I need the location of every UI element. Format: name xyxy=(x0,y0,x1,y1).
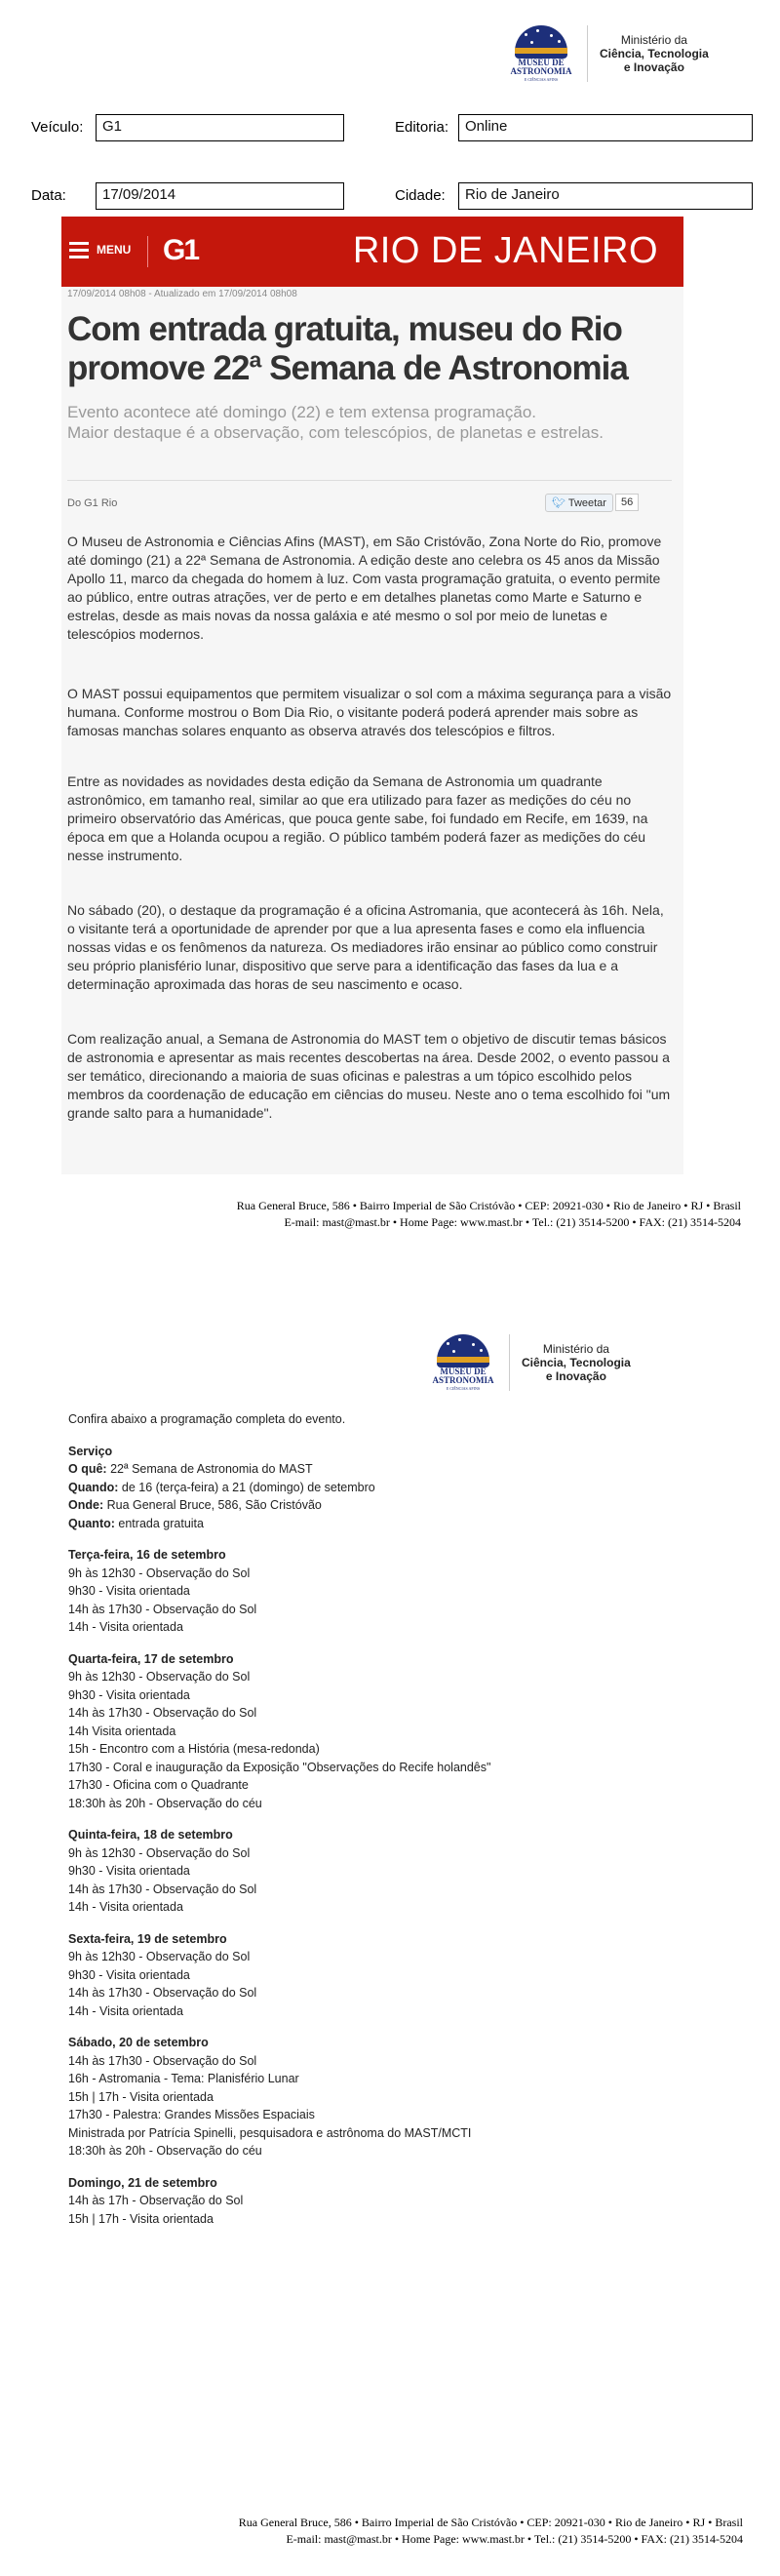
event-schedule xyxy=(68,1410,731,2228)
schedule-item: 16h - Astromania - Tema: Planisfério Lunar xyxy=(68,2072,299,2085)
tweet-button[interactable]: 🐦︎ Tweetar xyxy=(545,494,613,512)
article-paragraph: O MAST possui equipamentos que permitem visualizar o sol com a máxima segurança para a visão humana. Conforme mostrou o Bom Dia Rio, o visitante poderá poderá aprender mais sobre as famosas manchas solares enquanto as observa através dos telescópios e filtros. xyxy=(67,686,672,738)
schedule-item: 14h às 17h30 - Observação do Sol xyxy=(68,1602,257,1616)
page1-footer: Rua General Bruce, 586 • Bairro Imperial de São Cristóvão • CEP: 20921-030 • Rio de Janeiro • RJ • Brasil E-mail: mast@mast.br • Home Page: www.mast.br • Tel.: (21) 3514-5200 • FAX: (21) 3514-5204 xyxy=(236,1199,741,1229)
article-author: Do G1 Rio xyxy=(67,497,118,509)
schedule-item: 9h30 - Visita orientada xyxy=(68,1584,190,1598)
day-title: Quarta-feira, 17 de setembro xyxy=(68,1651,234,1666)
museum-logo-emblem: MUSEU DE ASTRONOMIA E CIÊNCIAS AFINS xyxy=(507,23,575,84)
schedule-item: 14h - Visita orientada xyxy=(68,2003,183,2018)
ministry-name: Ministério da Ciência, Tecnologia e Inovação xyxy=(522,1342,631,1383)
day-title: Domingo, 21 de setembro xyxy=(68,2175,217,2190)
schedule-item: 9h às 12h30 - Observação do Sol xyxy=(68,1565,251,1580)
schedule-item: 18:30h às 20h - Observação do céu xyxy=(68,2144,262,2158)
twitter-icon: 🐦︎ xyxy=(552,497,566,509)
data-label: Data: xyxy=(31,187,66,204)
servico-oque: O quê: 22ª Semana de Astronomia do MAST xyxy=(68,1462,313,1476)
article-headline: Com entrada gratuita, museu do Rio promove 22ª Semana de Astronomia xyxy=(67,310,628,387)
schedule-item: 17h30 - Palestra: Grandes Missões Espaciais xyxy=(68,2108,315,2121)
g1-logo[interactable]: G1 xyxy=(163,234,199,266)
header-logo xyxy=(507,23,709,84)
data-field: 17/09/2014 xyxy=(96,182,344,210)
servico-title: Serviço xyxy=(68,1444,113,1458)
schedule-item: 17h30 - Oficina com o Quadrante xyxy=(68,1778,249,1792)
schedule-item: 9h às 12h30 - Observação do Sol xyxy=(68,1950,251,1963)
g1-header-bar xyxy=(61,217,683,287)
tweet-count: 56 xyxy=(615,494,639,511)
day-title: Quinta-feira, 18 de setembro xyxy=(68,1828,233,1842)
schedule-item: 14h às 17h30 - Observação do Sol xyxy=(68,1882,257,1896)
schedule-item: 18:30h às 20h - Observação do céu xyxy=(68,1796,262,1810)
cidade-label: Cidade: xyxy=(395,187,446,204)
schedule-item: 9h às 12h30 - Observação do Sol xyxy=(68,1670,251,1684)
schedule-item: 9h30 - Visita orientada xyxy=(68,1864,190,1878)
article-paragraph: No sábado (20), o destaque da programação é a oficina Astromania, que acontecerá às 16h. Nela, o visitante terá a oportunidade de aprender por que a lua apresenta fases e como ela influencia nossas vidas e os fenômenos da natureza. Os mediadores irão ensinar ao público como construir seu próprio planisfério lunar, dispositivo que serve para a identificação das fases da lua e a determinação aproximada das horas de seu nascimento e ocaso. xyxy=(67,902,664,992)
schedule-item: 15h - Encontro com a História (mesa-redonda) xyxy=(68,1742,320,1756)
schedule-item: 14h - Visita orientada xyxy=(68,1900,183,1914)
veiculo-field: G1 xyxy=(96,114,344,141)
schedule-item: 15h | 17h - Visita orientada xyxy=(68,2211,214,2226)
article-paragraph: Entre as novidades as novidades desta edição da Semana de Astronomia um quadrante astronômico, em tamanho real, similar ao que era utilizado para fazer as medições do céu no primeiro observatório das Américas, que pouca gente sabe, foi fundado em Recife, em 1639, na época em que a Holanda ocupou a região. O público também poderá fazer as medições do céu nesse instrumento. xyxy=(67,773,648,863)
day-title: Sexta-feira, 19 de setembro xyxy=(68,1931,227,1946)
article-clipping xyxy=(61,287,683,1174)
schedule-intro: Confira abaixo a programação completa do evento. xyxy=(68,1412,346,1426)
schedule-item: 14h às 17h30 - Observação do Sol xyxy=(68,1986,257,2000)
day-block xyxy=(68,2034,731,2160)
menu-label[interactable]: MENU xyxy=(97,243,132,257)
day-title: Terça-feira, 16 de setembro xyxy=(68,1548,226,1562)
section-title: RIO DE JANEIRO xyxy=(352,230,658,271)
servico-quando: Quando: de 16 (terça-feira) a 21 (domingo) de setembro xyxy=(68,1480,375,1494)
schedule-item: 9h30 - Visita orientada xyxy=(68,1967,190,1982)
schedule-item: 15h | 17h - Visita orientada xyxy=(68,2089,214,2104)
day-block xyxy=(68,1930,731,2021)
schedule-item: 14h - Visita orientada xyxy=(68,1620,183,1634)
schedule-item: Ministrada por Patrícia Spinelli, pesquisadora e astrônoma do MAST/MCTI xyxy=(68,2125,472,2140)
cidade-field: Rio de Janeiro xyxy=(458,182,753,210)
servico-onde: Onde: Rua General Bruce, 586, São Cristóvão xyxy=(68,1498,322,1512)
ministry-name: Ministério da Ciência, Tecnologia e Inovação xyxy=(600,33,709,74)
day-block xyxy=(68,1650,731,1813)
menu-icon[interactable] xyxy=(69,242,89,262)
schedule-item: 14h às 17h30 - Observação do Sol xyxy=(68,1706,257,1720)
servico-quanto: Quanto: entrada gratuita xyxy=(68,1516,204,1530)
day-block xyxy=(68,1826,731,1917)
schedule-item: 14h Visita orientada xyxy=(68,1724,176,1738)
day-block xyxy=(68,1546,731,1637)
article-dateline: 17/09/2014 08h08 - Atualizado em 17/09/2014 08h08 xyxy=(67,289,297,299)
article-subhead: Evento acontece até domingo (22) e tem extensa programação. Maior destaque é a observação, com telescópios, de planetas e estrelas. xyxy=(67,403,604,442)
editoria-field: Online xyxy=(458,114,753,141)
schedule-item: 17h30 - Coral e inauguração da Exposição "Observações do Recife holandês" xyxy=(68,1760,491,1774)
schedule-item: 9h30 - Visita orientada xyxy=(68,1687,190,1702)
schedule-item: 9h às 12h30 - Observação do Sol xyxy=(68,1845,251,1860)
schedule-item: 14h às 17h - Observação do Sol xyxy=(68,2194,244,2207)
article-paragraph: O Museu de Astronomia e Ciências Afins (MAST), em São Cristóvão, Zona Norte do Rio, promove até domingo (21) a 22ª Semana de Astronomia. A edição deste ano celebra os 45 anos da Missão Apollo 11, marco da chegada do homem à luz. Com vasta programação gratuita, o evento permite ao público, entre outras atrações, ver de perto e em detalhes planetas como Marte e Saturno e estrelas, desde as mais novas da nossa galáxia e até mesmo o sol por meio de lunetas e telescópios modernos. xyxy=(67,534,662,642)
header-logo-page2 xyxy=(429,1332,631,1393)
editoria-label: Editoria: xyxy=(395,119,449,136)
schedule-item: 14h às 17h30 - Observação do Sol xyxy=(68,2053,257,2068)
day-title: Sábado, 20 de setembro xyxy=(68,2036,209,2049)
veiculo-label: Veículo: xyxy=(31,119,84,136)
museum-logo-emblem: MUSEU DE ASTRONOMIA E CIÊNCIAS AFINS xyxy=(429,1332,497,1393)
page2-footer: Rua General Bruce, 586 • Bairro Imperial de São Cristóvão • CEP: 20921-030 • Rio de Janeiro • RJ • Brasil E-mail: mast@mast.br • Home Page: www.mast.br • Tel.: (21) 3514-5200 • FAX: (21) 3514-5204 xyxy=(238,2516,743,2546)
day-block xyxy=(68,2174,731,2229)
article-paragraph: Com realização anual, a Semana de Astronomia do MAST tem o objetivo de discutir temas básicos de astronomia e apresentar as mais recentes descobertas na área. Desde 2002, o evento passou a ser temático, direcionando a maioria de suas oficinas e palestras a um tópico escolhido pelos membros da coordenação de educação em ciências do museu. Neste ano o tema escolhido foi "um grande salto para a humanidade". xyxy=(67,1031,671,1121)
